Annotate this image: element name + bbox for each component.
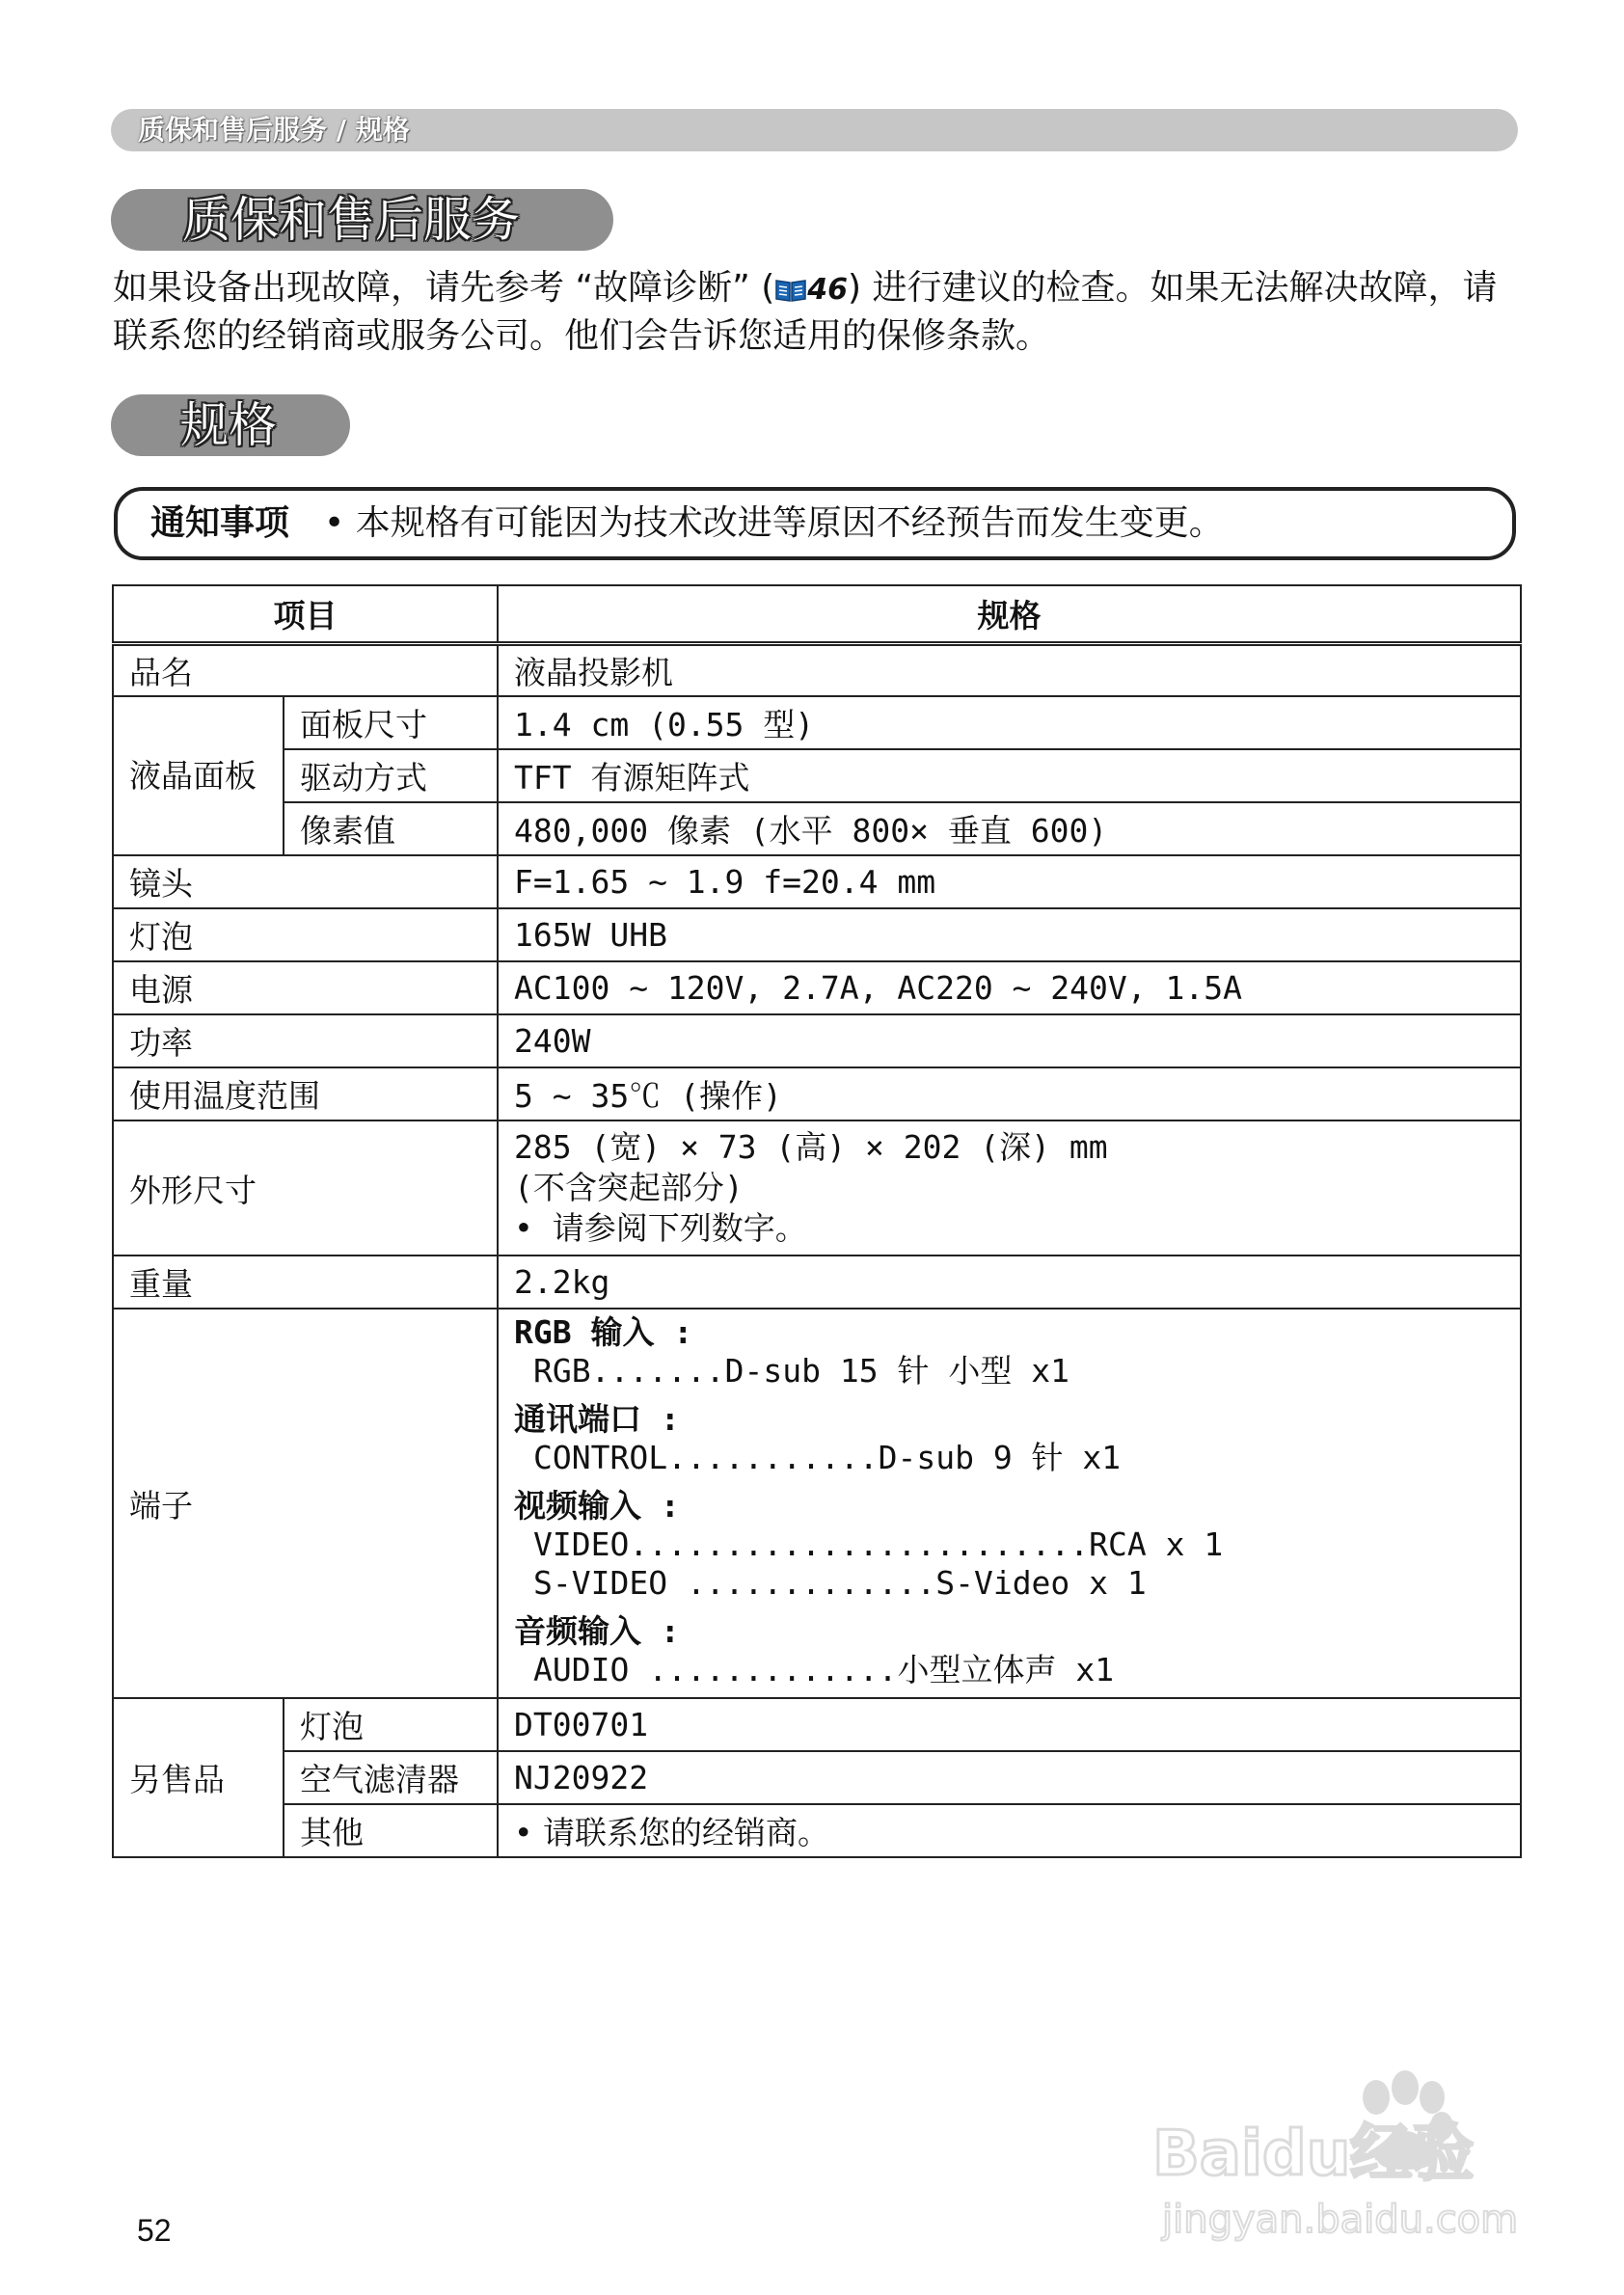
row-sublabel-pixels: 像素值	[284, 802, 498, 855]
table-row	[113, 1120, 1521, 1256]
terminal-video-line: VIDEO........................RCA x 1	[533, 1526, 1224, 1563]
row-value-air-filter: NJ20922	[498, 1751, 1521, 1804]
table-row	[113, 1698, 1521, 1751]
breadcrumb: 质保和售后服务 / 规格	[111, 109, 1518, 151]
header-spec: 规格	[498, 585, 1521, 643]
notice-box	[114, 487, 1516, 560]
table-row	[113, 855, 1521, 908]
row-label-weight: 重量	[113, 1256, 498, 1309]
row-label-optional-parts: 另售品	[113, 1698, 284, 1857]
row-label-product-name: 品名	[113, 643, 498, 696]
spec-table	[112, 584, 1522, 1858]
table-row	[113, 749, 1521, 802]
dimensions-line: 285 (宽) × 73 (高) × 202 (深) mm	[514, 1128, 1108, 1166]
row-value-lens: F=1.65 ~ 1.9 f=20.4 mm	[498, 855, 1521, 908]
section-title-warranty: 质保和售后服务	[111, 189, 613, 251]
dimensions-note: (不含突起部分)	[514, 1169, 744, 1206]
terminal-svideo-line: S-VIDEO .............S-Video x 1	[533, 1564, 1147, 1602]
terminal-video-heading: 视频输入 :	[514, 1487, 680, 1525]
row-value-power-supply: AC100 ~ 120V, 2.7A, AC220 ~ 240V, 1.5A	[498, 961, 1521, 1014]
table-row	[113, 1309, 1521, 1698]
page-reference-link[interactable]: 46	[807, 273, 848, 307]
watermark-url: jingyan.baidu.com	[1162, 2198, 1519, 2242]
row-value-other: • 请联系您的经销商。	[498, 1804, 1521, 1857]
section-title-specs: 规格	[111, 394, 350, 456]
row-value-temperature: 5 ~ 35℃ (操作)	[498, 1067, 1521, 1120]
terminal-audio-heading: 音频输入 :	[514, 1612, 680, 1650]
row-label-power-supply: 电源	[113, 961, 498, 1014]
row-value-dimensions	[498, 1120, 1521, 1256]
row-sublabel-lamp: 灯泡	[284, 1698, 498, 1751]
watermark-brand: Baidu经验	[1152, 2119, 1475, 2190]
baidu-watermark	[1152, 2059, 1557, 2252]
table-header-row	[113, 585, 1521, 643]
row-label-dimensions: 外形尺寸	[113, 1120, 498, 1256]
terminal-rgb-line: RGB.......D-sub 15 针 小型 x1	[533, 1352, 1069, 1390]
row-value-lamp: 165W UHB	[498, 908, 1521, 961]
warranty-text-before: 如果设备出现故障，请先参考 “故障诊断” (	[113, 268, 775, 308]
warranty-paragraph	[113, 266, 1502, 359]
notice-text: • 本规格有可能因为技术改进等原因不经预告而发生变更。	[324, 503, 1224, 543]
warranty-text-after: ) 进行建议的检查。如果无法解决故障，请联系您的经销商或服务公司。他们会告诉您适用的保修条款。	[113, 268, 1498, 356]
table-row	[113, 1067, 1521, 1120]
header-item: 项目	[113, 585, 498, 643]
row-label-power-consumption: 功率	[113, 1014, 498, 1067]
row-value-terminals	[498, 1309, 1521, 1698]
row-value-weight: 2.2kg	[498, 1256, 1521, 1309]
row-sublabel-panel-size: 面板尺寸	[284, 696, 498, 749]
table-row	[113, 696, 1521, 749]
terminal-audio-line: AUDIO .............小型立体声 x1	[533, 1651, 1115, 1688]
paw-icon	[1152, 2059, 1557, 2252]
row-value-panel-size: 1.4 cm (0.55 型)	[498, 696, 1521, 749]
table-row	[113, 961, 1521, 1014]
dimensions-figure-ref: • 请参阅下列数字。	[514, 1209, 807, 1247]
terminal-rgb-heading: RGB 输入 :	[514, 1313, 693, 1351]
row-sublabel-drive-system: 驱动方式	[284, 749, 498, 802]
row-sublabel-air-filter: 空气滤清器	[284, 1751, 498, 1804]
row-label-lamp: 灯泡	[113, 908, 498, 961]
row-value-power-consumption: 240W	[498, 1014, 1521, 1067]
table-row	[113, 908, 1521, 961]
table-row	[113, 1014, 1521, 1067]
row-value-lamp-part: DT00701	[498, 1698, 1521, 1751]
row-value-pixels: 480,000 像素 (水平 800× 垂直 600)	[498, 802, 1521, 855]
terminal-control-line: CONTROL...........D-sub 9 针 x1	[533, 1439, 1122, 1476]
row-value-product-name: 液晶投影机	[498, 643, 1521, 696]
row-label-lens: 镜头	[113, 855, 498, 908]
book-icon	[774, 270, 807, 314]
row-label-lcd-panel: 液晶面板	[113, 696, 284, 855]
row-label-terminals: 端子	[113, 1309, 498, 1698]
table-row	[113, 802, 1521, 855]
page-number: 52	[137, 2213, 172, 2248]
table-row	[113, 1804, 1521, 1857]
row-sublabel-other: 其他	[284, 1804, 498, 1857]
notice-label: 通知事项	[150, 503, 290, 543]
terminal-control-heading: 通讯端口 :	[514, 1400, 680, 1438]
table-row	[113, 1751, 1521, 1804]
row-value-drive-system: TFT 有源矩阵式	[498, 749, 1521, 802]
table-row	[113, 643, 1521, 696]
row-label-temperature: 使用温度范围	[113, 1067, 498, 1120]
table-row	[113, 1256, 1521, 1309]
